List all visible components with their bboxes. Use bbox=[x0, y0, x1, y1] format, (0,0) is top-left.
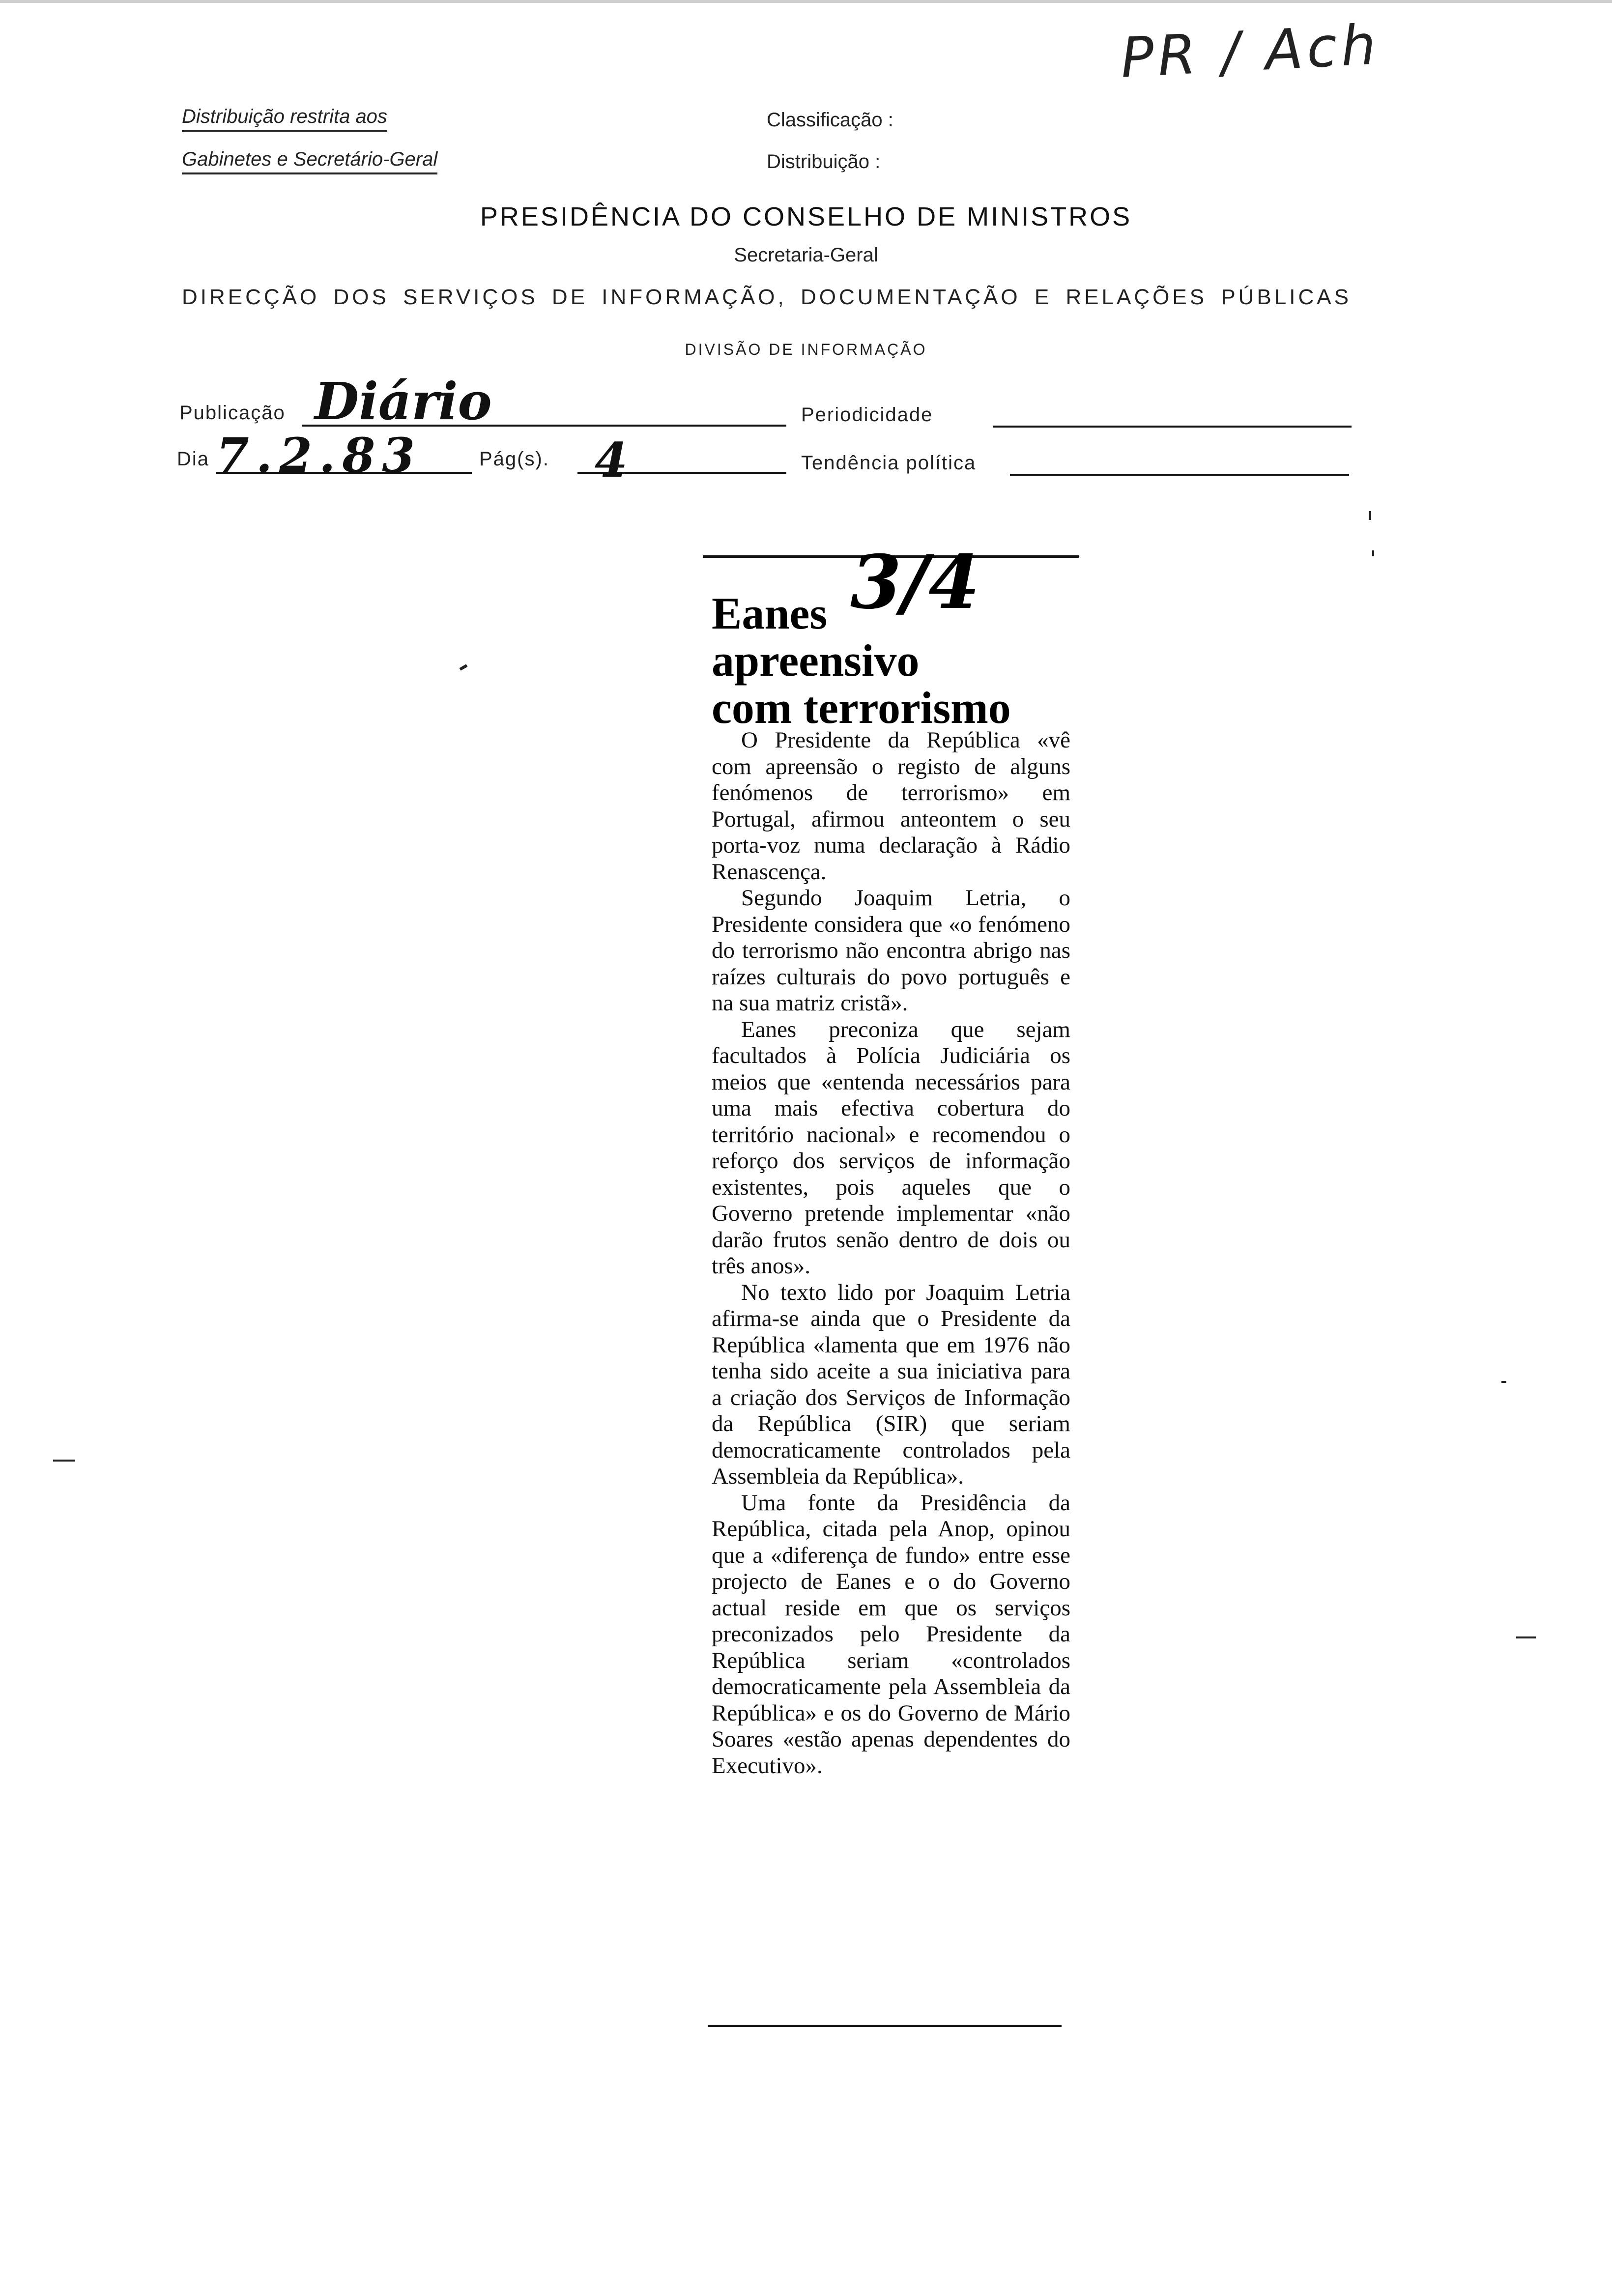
organization-subtitle: Secretaria-Geral bbox=[734, 244, 878, 266]
headline-line-3: com terrorismo bbox=[712, 683, 1011, 733]
tendency-label: Tendência política bbox=[801, 452, 977, 474]
directorate-word: DOS bbox=[333, 285, 389, 309]
headline-line-2: apreensivo bbox=[712, 635, 920, 686]
headline-line-1: Eanes bbox=[712, 588, 828, 638]
scan-speck bbox=[460, 664, 468, 670]
article-paragraph: Eanes preconiza que sejam facultados à Polícia Judiciária os meios que «entenda necessários para uma mais efectiva cobertura do território nacional» e recomendou o reforço dos serviços de informação existentes, pois aqueles que o Governo pretende implementar «não darão frutos senão dentro de dois ou três anos». bbox=[712, 1016, 1070, 1279]
publication-value: Diário bbox=[315, 371, 492, 431]
scan-speck bbox=[1501, 1381, 1506, 1383]
scan-top-edge bbox=[0, 0, 1612, 3]
handwritten-mark: 3/4 bbox=[850, 539, 980, 626]
pages-label: Pág(s). bbox=[479, 448, 549, 470]
distribution-label: Distribuição : bbox=[767, 151, 881, 172]
periodicity-line bbox=[993, 426, 1352, 428]
directorate-word: DE bbox=[551, 285, 588, 309]
clipping-bottom-rule bbox=[708, 2025, 1062, 2027]
scan-speck bbox=[53, 1460, 75, 1462]
publication-label: Publicação bbox=[179, 402, 286, 424]
distribution-note-line2: Gabinetes e Secretário-Geral bbox=[182, 148, 437, 174]
directorate-line bbox=[182, 285, 1352, 310]
division-name: DIVISÃO DE INFORMAÇÃO bbox=[685, 341, 927, 358]
directorate-word: PÚBLICAS bbox=[1221, 285, 1352, 309]
archive-stamp: PR / Ach bbox=[1119, 13, 1382, 90]
article-paragraph: Segundo Joaquim Letria, o Presidente considera que «o fenómeno do terrorismo não encontra abrigo nas raízes culturais do povo português e na sua matriz cristã». bbox=[712, 885, 1070, 1016]
classification-label: Classificação : bbox=[767, 109, 893, 131]
article-paragraph: Uma fonte da Presidência da República, citada pela Anop, opinou que a «diferença de fundo» entre esse projecto de Eanes e o do Governo actual reside em que os serviços preconizados pelo Presidente da República seriam «controlados democraticamente pela Assembleia da República» e os do Governo de Mário Soares «estão apenas dependentes do Executivo». bbox=[712, 1490, 1070, 1779]
article-paragraph: O Presidente da República «vê com apreensão o registo de alguns fenómenos de terrorismo» em Portugal, afirmou anteontem o seu porta-voz numa declaração à Rádio Renascença. bbox=[712, 727, 1070, 885]
scan-speck bbox=[1369, 511, 1371, 520]
scan-speck bbox=[1516, 1636, 1536, 1638]
article-paragraph: No texto lido por Joaquim Letria afirma-se ainda que o Presidente da República «lamenta que em 1976 não tenha sido aceite a sua iniciativa para a criação dos Serviços de Informação da República (SIR) que seriam democraticamente controlados pela Assembleia da República». bbox=[712, 1279, 1070, 1489]
scan-speck bbox=[1372, 550, 1374, 556]
pages-value: 4 bbox=[595, 432, 628, 488]
directorate-word: RELAÇÕES bbox=[1065, 285, 1208, 309]
directorate-word: DOCUMENTAÇÃO bbox=[800, 285, 1021, 309]
tendency-line bbox=[1010, 474, 1349, 476]
organization-name: PRESIDÊNCIA DO CONSELHO DE MINISTROS bbox=[480, 202, 1132, 231]
newspaper-clipping bbox=[703, 539, 1081, 2059]
directorate-word: DIRECÇÃO bbox=[182, 285, 320, 309]
periodicity-label: Periodicidade bbox=[801, 404, 933, 426]
day-value: 7.2.83 bbox=[216, 428, 422, 483]
distribution-note-line1: Distribuição restrita aos bbox=[182, 106, 387, 132]
directorate-word: E bbox=[1034, 285, 1052, 309]
directorate-word: SERVIÇOS bbox=[403, 285, 538, 309]
distribution-note bbox=[182, 106, 437, 174]
directorate-word: INFORMAÇÃO, bbox=[602, 285, 787, 309]
day-label: Dia bbox=[177, 448, 210, 470]
article-body bbox=[712, 727, 1070, 1779]
